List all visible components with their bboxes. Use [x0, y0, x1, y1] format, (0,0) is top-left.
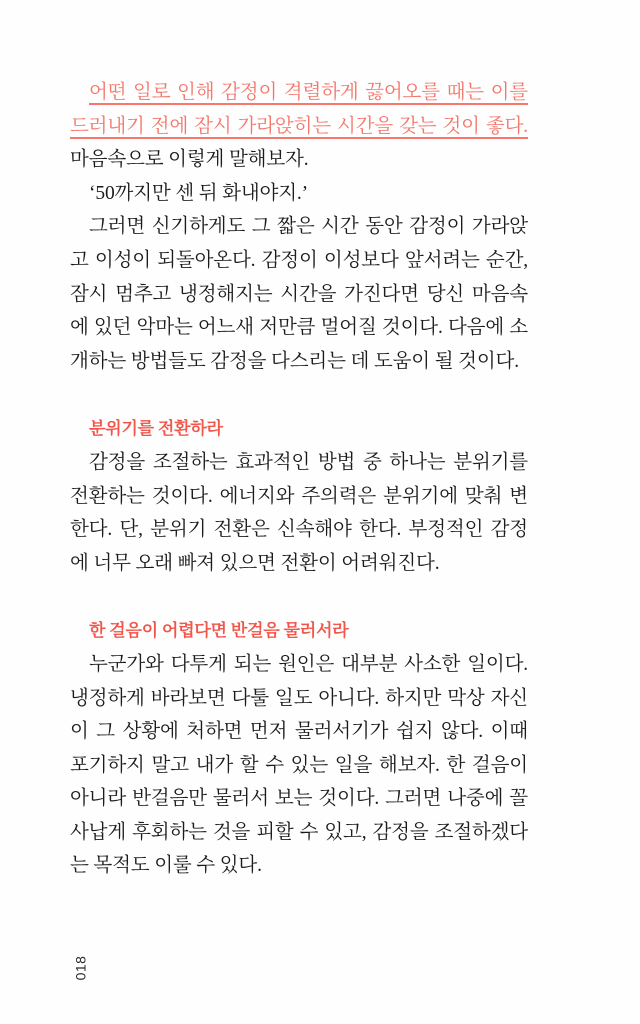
section-1-body: 감정을 조절하는 효과적인 방법 중 하나는 분위기를 전환하는 것이다. 에너지와 주의력은 분위기에 맞춰 변한다. 단, 분위기 전환은 신속해야 한다. 부정적인 감정에 너무 오래 빠져 있으면 전환이 어려워진다. — [70, 451, 528, 574]
paragraph-opening-rest: 마음속으로 이렇게 말해보자. — [70, 149, 309, 171]
section-heading-1: 분위기를 전환하라 — [89, 419, 223, 439]
section-spacer — [70, 378, 528, 412]
section-2-body: 누군가와 다투게 되는 원인은 대부분 사소한 일이다. 냉정하게 바라보면 다툴 일도 아니다. 하지만 막상 자신이 그 상황에 처하면 먼저 물러서기가 쉽지 않다. 이때 포기하지 말고 내가 할 수 있는 일을 해보자. 한 걸음이 아니라 반걸음만 물러서 보는 것이다. 그러면 나중에 꼴사납게 후회하는 것을 피할 수 있고, 감정을 조절하겠다는 목적도 이룰 수 있다. — [70, 653, 528, 877]
section-spacer — [70, 580, 528, 614]
page-text-block — [70, 76, 528, 883]
section-heading-2: 한 걸음이 어렵다면 반걸음 물러서라 — [89, 621, 349, 641]
paragraph-two: 그러면 신기하게도 그 짧은 시간 동안 감정이 가라앉고 이성이 되돌아온다. 감정이 이성보다 앞서려는 순간, 잠시 멈추고 냉정해지는 시간을 가진다면 당신 마음속에 있던 악마는 어느새 저만큼 멀어질 것이다. 다음에 소개하는 방법들도 감정을 다스리는 데 도움이 될 것이다. — [70, 216, 528, 372]
page-number-label: 018 — [72, 955, 89, 981]
quoted-line: ‘50까지만 센 뒤 화내야지.’ — [89, 182, 308, 204]
paragraph-opening — [70, 76, 528, 177]
page-number — [68, 940, 92, 996]
highlighted-sentence: 어떤 일로 인해 감정이 격렬하게 끓어오를 때는 이를 드러내기 전에 잠시 가라앉히는 시간을 갖는 것이 좋다. — [70, 82, 528, 137]
